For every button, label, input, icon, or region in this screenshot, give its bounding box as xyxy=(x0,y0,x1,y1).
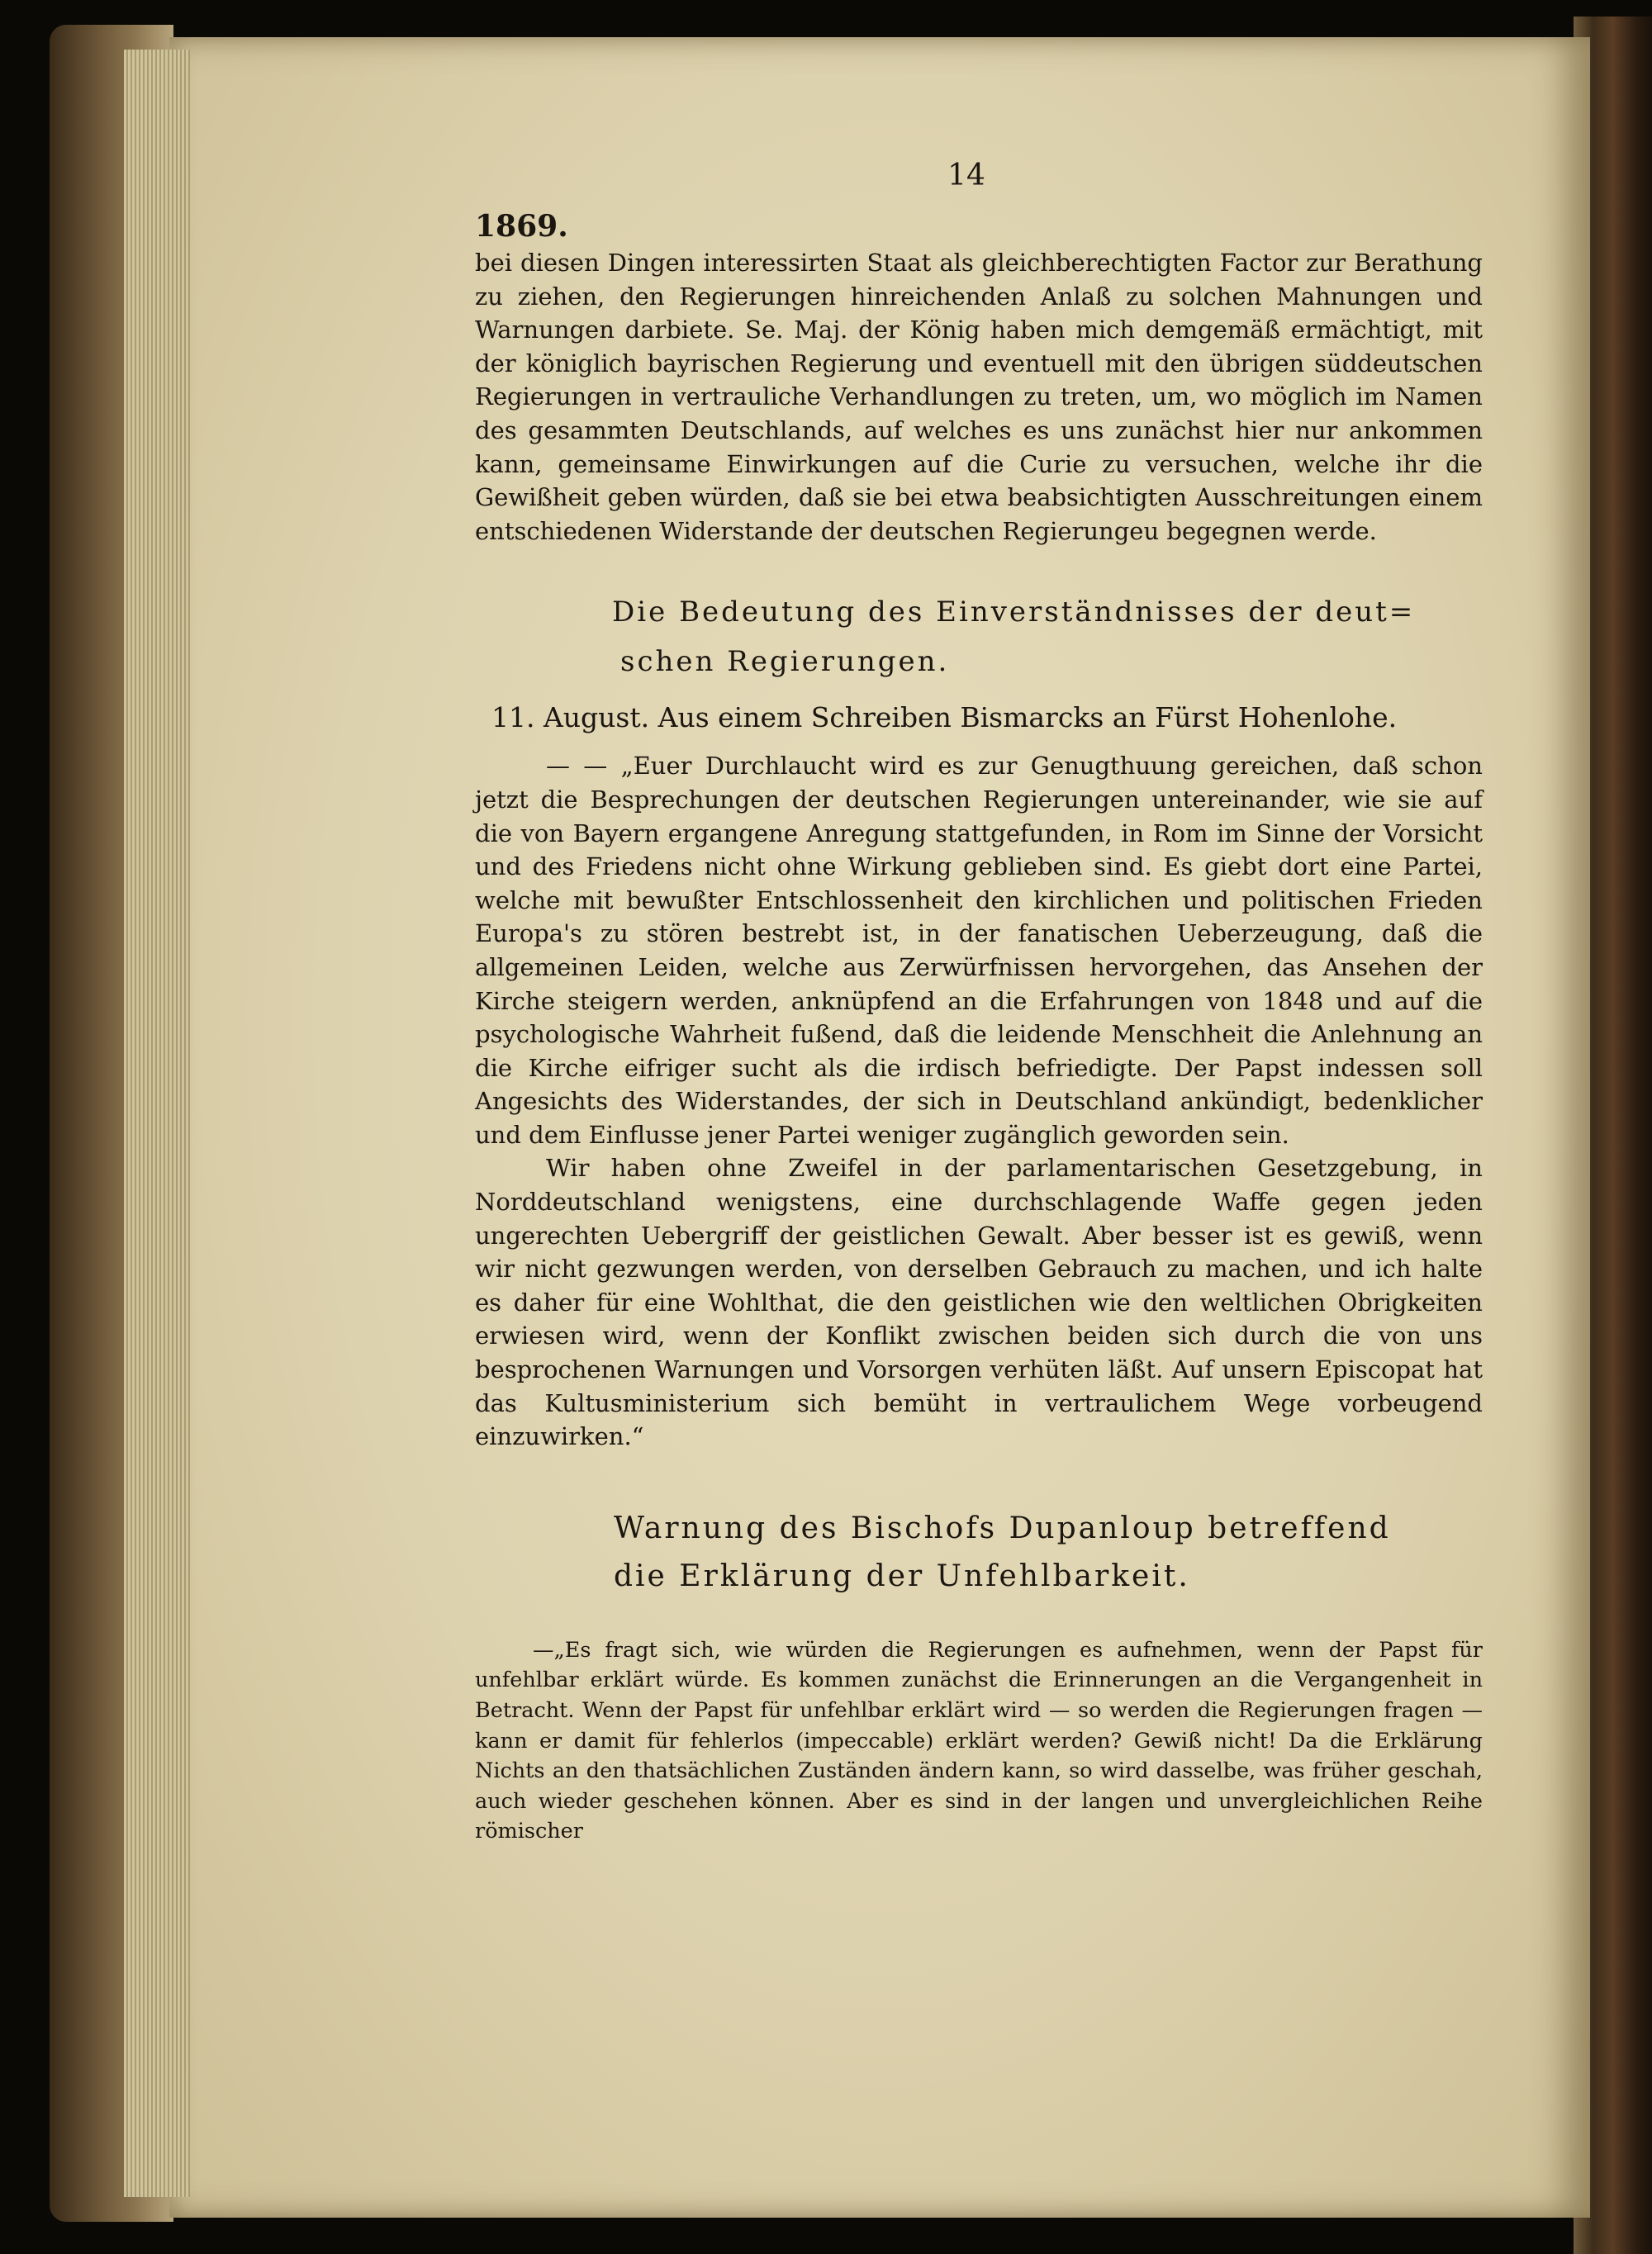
quote-paragraph: —„Es fragt sich, wie würden die Regierungen es aufnehmen, wenn der Papst für unfehlbar erklärt würde. Es kommen zunächst die Erinnerungen an die Vergangenheit in Betracht. Wenn der Papst für unfehlbar erklärt wird — so werden die Regierungen fragen — kann er damit für fehlerlos (impeccable) erklärt werden? Gewiß nicht! Da die Erklärung Nichts an den thatsächlichen Zuständen ändern kann, so wird dasselbe, was früher geschah, auch wieder geschehen können. Aber es sind in der langen und unvergleichlichen Reihe römischer xyxy=(475,1637,1483,1844)
section-heading-2-line2: die Erklärung der Unfehlbarkeit. xyxy=(614,1559,1190,1593)
section-heading-1 xyxy=(612,587,1483,686)
section-heading-1-line1: Die Bedeutung des Einverständnisses der deut= xyxy=(612,596,1416,629)
year-heading: 1869. xyxy=(475,209,568,244)
section-heading-2-line1: Warnung des Bischofs Dupanloup betreffend xyxy=(614,1511,1391,1545)
section-heading-2 xyxy=(614,1505,1483,1601)
letter-paragraph-1: — — „Euer Durchlaucht wird es zur Genugthuung gereichen, daß schon jetzt die Besprechungen der deutschen Regierungen untereinander, wie sie auf die von Bayern ergangene Anregung stattgefunden, in Rom im Sinne der Vorsicht und des Friedens nicht ohne Wirkung geblieben sind. Es giebt dort eine Partei, welche mit bewußter Entschlossenheit den kirchlichen und politischen Frieden Europa's zu stören bestrebt ist, in der fanatischen Ueberzeugung, daß die allgemeinen Leiden, welche aus Zerwürfnissen hervorgehen, das Ansehen der Kirche steigern werden, anknüpfend an die Erfahrungen von 1848 und auf die psychologische Wahrheit fußend, daß die leidende Menschheit die Anlehnung an die Kirche eifriger sucht als die irdisch befriedigte. Der Papst indessen soll Angesichts des Widerstandes, der sich in Deutschland ankündigt, bedenklicher und dem Einflusse jener Partei weniger zugänglich geworden sein. xyxy=(475,752,1483,1149)
entry-source: Aus einem Schreiben Bismarcks an Fürst Hohenlohe. xyxy=(657,701,1398,734)
paragraph-continuation: bei diesen Dingen interessirten Staat als gleichberechtigten Factor zur Berathung zu ziehen, den Regierungen hinreichenden Anlaß zu solchen Mahnungen und Warnungen darbiete. Se. Maj. der König haben mich demgemäß ermächtigt, mit der königlich bayrischen Regierung und eventuell mit den übrigen süddeutschen Regierungen in vertrauliche Verhandlungen zu treten, um, wo möglich im Namen des gesammten Deutschlands, auf welches es uns zunächst hier nur ankommen kann, gemeinsame Einwirkungen auf die Curie zu versuchen, welche ihr die Gewißheit geben würden, daß sie bei etwa beabsichtigten Ausschreitungen einem entschiedenen Widerstande der deutschen Regierungeu begegnen werde. xyxy=(475,249,1483,545)
entry-date: 11. August. xyxy=(491,701,650,734)
page-edges xyxy=(124,50,190,2197)
date-source-line xyxy=(475,696,1483,739)
section-heading-1-line2: schen Regierungen. xyxy=(620,645,950,679)
page-text xyxy=(475,161,1483,1847)
letter-paragraph-2: Wir haben ohne Zweifel in der parlamentarischen Gesetzgebung, in Norddeutschland wenigstens, eine durchschlagende Waffe gegen jeden ungerechten Uebergriff der geistlichen Gewalt. Aber besser ist es gewiß, wenn wir nicht gezwungen werden, von derselben Gebrauch zu machen, und ich halte es daher für eine Wohlthat, die den geistlichen wie den weltlichen Obrigkeiten erwiesen wird, wenn der Konflikt zwischen beiden sich durch die von uns besprochenen Warnungen und Vorsorgen verhüten läßt. Auf unsern Episcopat hat das Kultusministerium sich bemüht in vertraulichem Wege vorbeugend einzuwirken.“ xyxy=(475,1154,1483,1451)
page-number: 14 xyxy=(947,159,985,192)
